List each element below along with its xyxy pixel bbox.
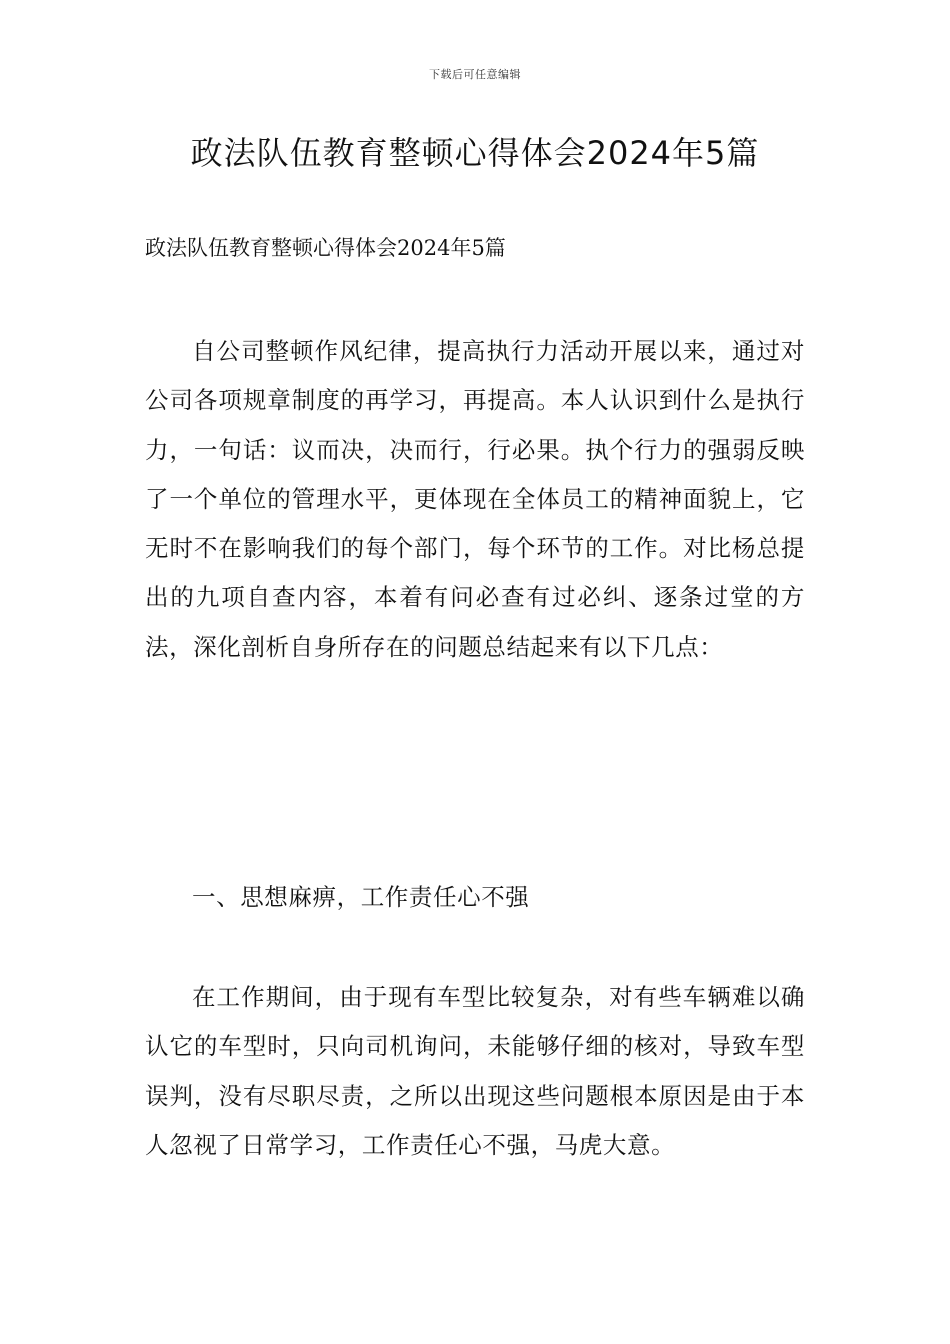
section-heading: 一、思想麻痹，工作责任心不强 xyxy=(192,883,530,911)
document-subtitle: 政法队伍教育整顿心得体会2024年5篇 xyxy=(145,236,506,260)
document-title: 政法队伍教育整顿心得体会2024年5篇 xyxy=(190,134,760,172)
intro-paragraph: 自公司整顿作风纪律，提高执行力活动开展以来，通过对公司各项规章制度的再学习，再提高。本人认识到什么是执行力，一句话：议而决，决而行，行必果。执个行力的强弱反映了一个单位的管理水平，更体现在全体员工的精神面貌上，它无时不在影响我们的每个部门，每个环节的工作。对比杨总提出的九项自查内容，本着有问必查有过必纠、逐条过堂的方法，深化剖析自身所存在的问题总结起来有以下几点： xyxy=(145,337,805,661)
section-paragraph: 在工作期间，由于现有车型比较复杂，对有些车辆难以确认它的车型时，只向司机询问，未能够仔细的核对，导致车型误判，没有尽职尽责，之所以出现这些问题根本原因是由于本人忽视了日常学习，工作责任心不强，马虎大意。 xyxy=(145,983,805,1159)
header-note: 下载后可任意编辑 xyxy=(429,68,521,81)
